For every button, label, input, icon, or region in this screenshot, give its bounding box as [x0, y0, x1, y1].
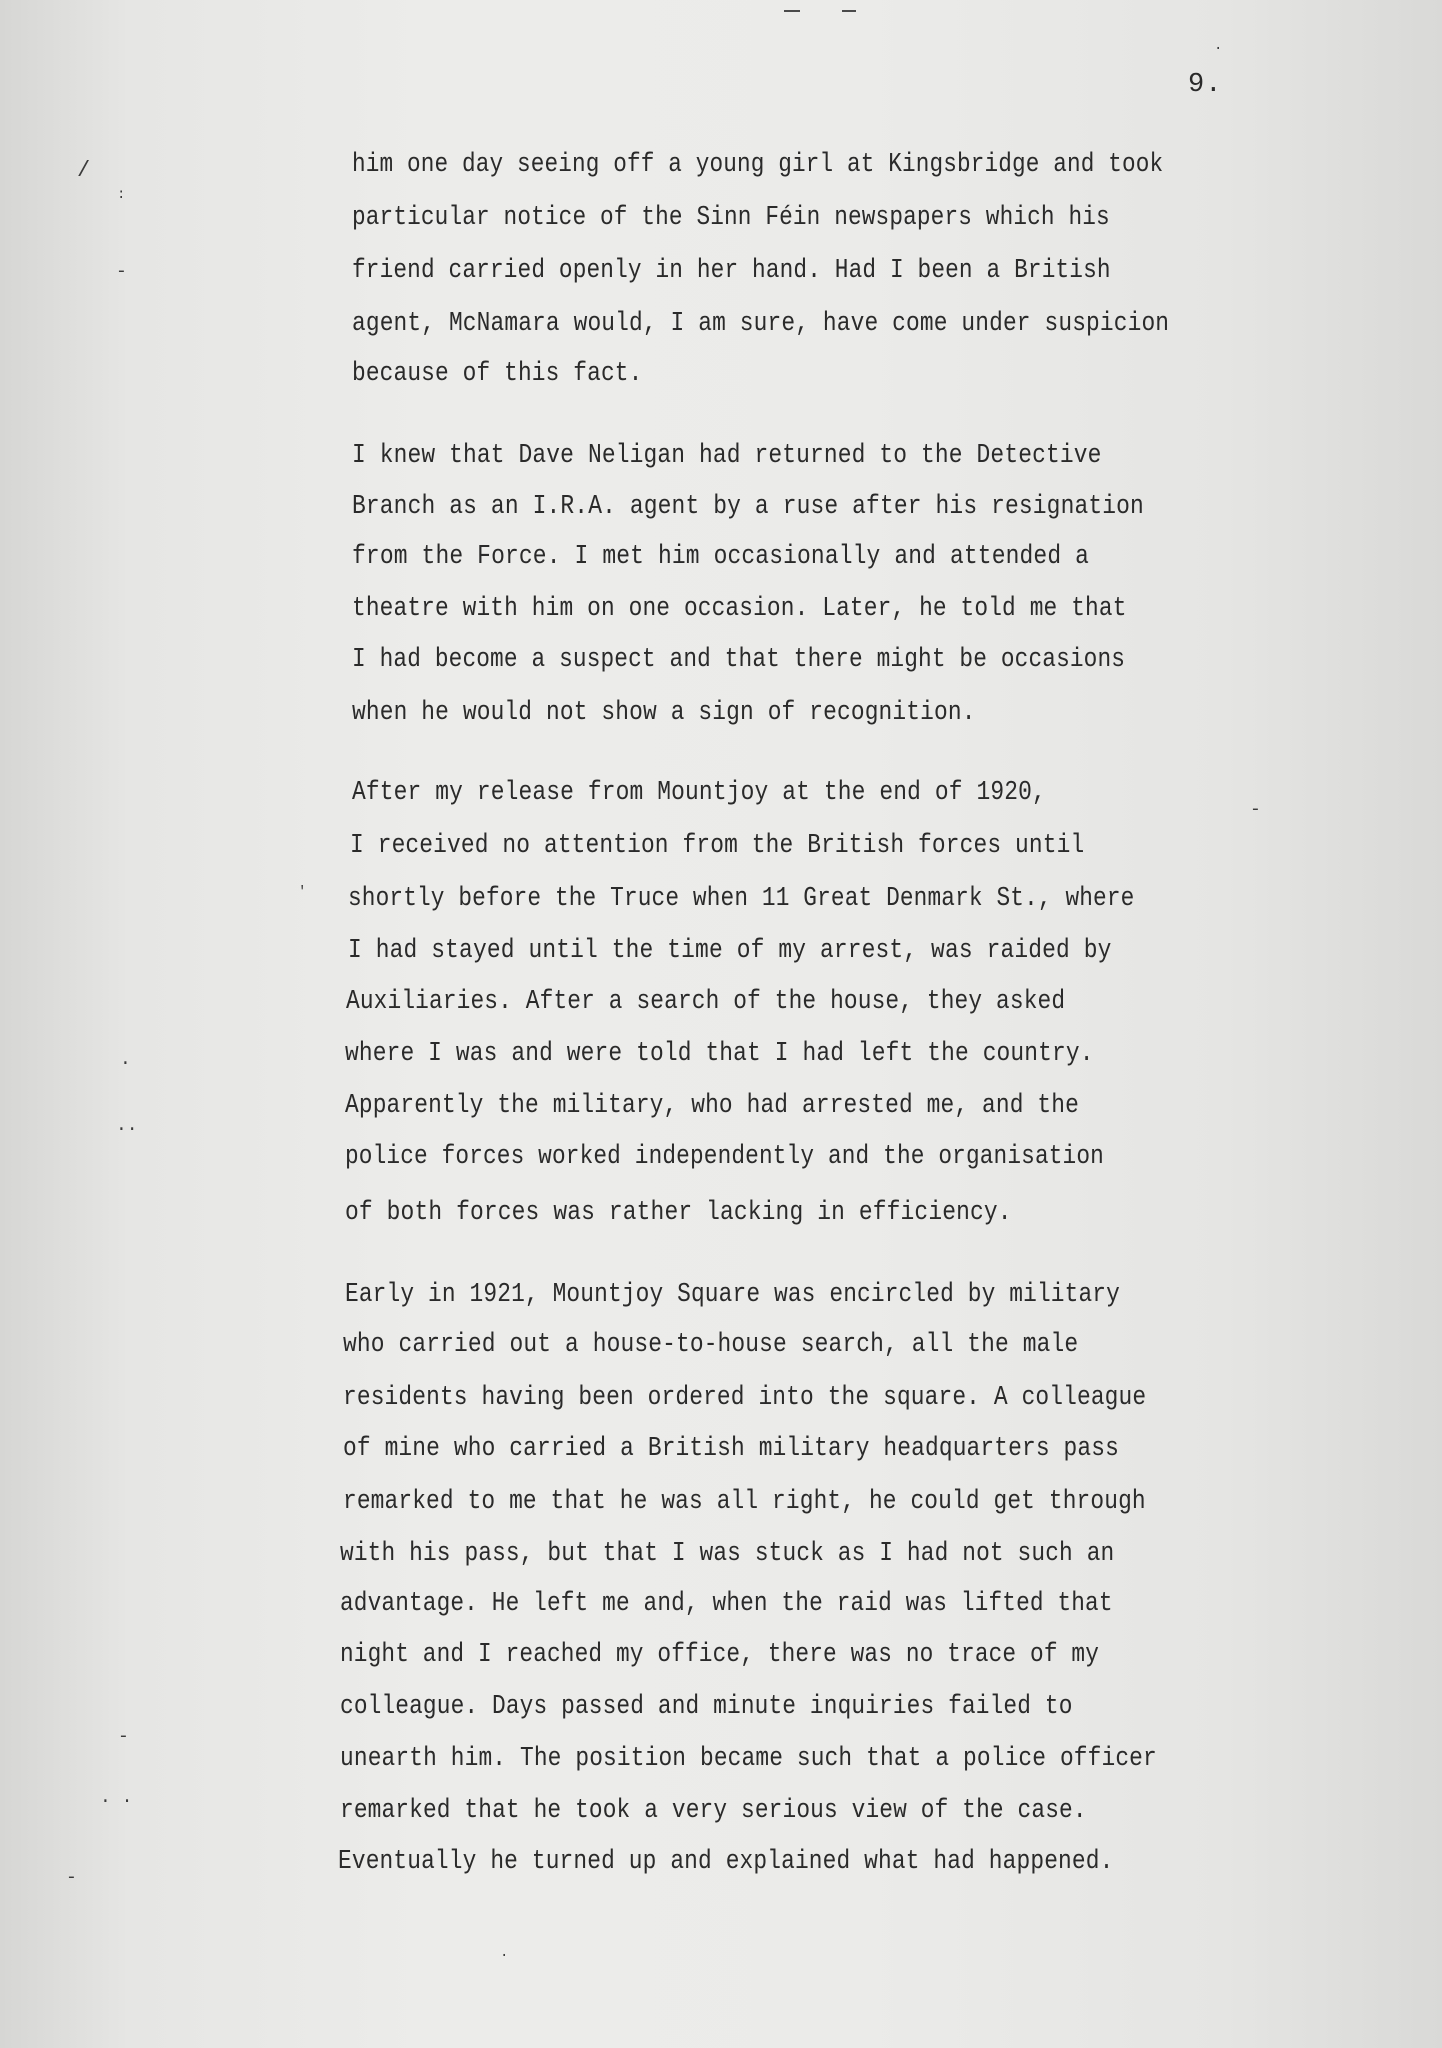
text-line: shortly before the Truce when 11 Great Denmark St., where [348, 883, 1135, 913]
margin-mark: .. [116, 1116, 138, 1136]
margin-mark: - [66, 1868, 77, 1888]
text-line: him one day seeing off a young girl at Kingsbridge and took [352, 149, 1164, 179]
margin-mark: / [77, 158, 91, 183]
text-line: I received no attention from the British forces until [350, 830, 1085, 860]
text-line: Auxiliaries. After a search of the house, they asked [346, 986, 1066, 1016]
text-line: residents having been ordered into the square. A colleague [343, 1382, 1147, 1412]
margin-mark: . . [100, 1788, 133, 1808]
text-line: remarked to me that he was all right, he could get through [343, 1486, 1146, 1516]
text-line: theatre with him on one occasion. Later, he told me that [352, 593, 1127, 623]
text-line: who carried out a house-to-house search, all the male [343, 1329, 1079, 1359]
text-line: agent, McNamara would, I am sure, have come under suspicion [352, 308, 1170, 338]
text-line: night and I reached my office, there was no trace of my [340, 1639, 1100, 1669]
text-line: Eventually he turned up and explained what had happened. [338, 1846, 1114, 1876]
page-number: 9. [1188, 70, 1223, 100]
text-line: Branch as an I.R.A. agent by a ruse after his resignation [352, 491, 1144, 521]
margin-mark: . [500, 1945, 509, 1961]
text-line: where I was and were told that I had left the country. [345, 1038, 1094, 1068]
text-line: with his pass, but that I was stuck as I had not such an [340, 1538, 1115, 1568]
text-line: of mine who carried a British military headquarters pass [343, 1433, 1119, 1463]
text-line: police forces worked independently and the organisation [345, 1141, 1104, 1171]
top-margin-mark [842, 10, 856, 12]
margin-mark: - [118, 1727, 129, 1747]
text-line: of both forces was rather lacking in efficiency. [345, 1197, 1012, 1227]
text-line: Early in 1921, Mountjoy Square was encircled by military [345, 1279, 1120, 1309]
text-line: colleague. Days passed and minute inquiries failed to [340, 1691, 1073, 1721]
margin-mark: . [120, 1050, 131, 1070]
text-line: remarked that he took a very serious view of the case. [340, 1795, 1087, 1825]
margin-mark: - [1250, 800, 1261, 820]
text-line: from the Force. I met him occasionally and attended a [352, 541, 1090, 571]
margin-mark: - [116, 262, 127, 282]
text-line: Apparently the military, who had arrested me, and the [345, 1090, 1079, 1120]
text-line: I had become a suspect and that there might be occasions [352, 644, 1126, 674]
text-line: After my release from Mountjoy at the end of 1920, [352, 777, 1046, 807]
text-line: friend carried openly in her hand. Had I been a British [352, 255, 1111, 285]
margin-mark: . [1214, 38, 1223, 54]
margin-mark: : [117, 187, 126, 203]
text-line: I had stayed until the time of my arrest, was raided by [348, 935, 1112, 965]
margin-mark: ' [298, 884, 307, 900]
text-line: when he would not show a sign of recognition. [352, 697, 976, 727]
text-line: I knew that Dave Neligan had returned to the Detective [352, 440, 1102, 470]
text-line: advantage. He left me and, when the raid was lifted that [340, 1588, 1113, 1618]
text-line: because of this fact. [352, 358, 643, 388]
top-margin-mark [784, 10, 800, 12]
text-line: particular notice of the Sinn Féin newspapers which his [352, 202, 1110, 232]
text-line: unearth him. The position became such that a police officer [340, 1743, 1157, 1773]
